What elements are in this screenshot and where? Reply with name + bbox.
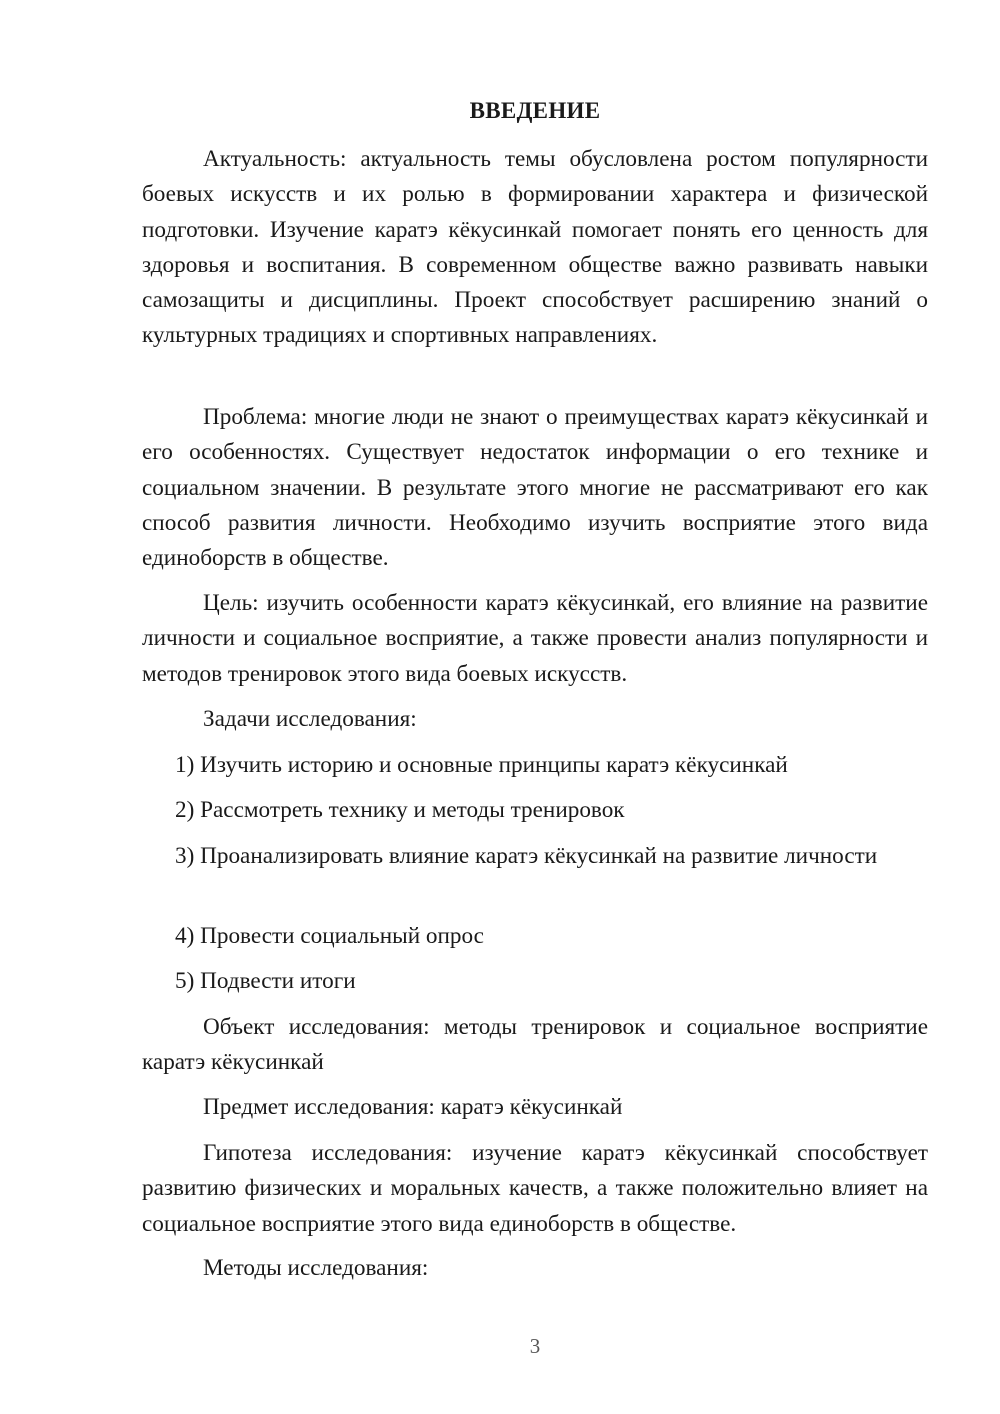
paragraph-hypothesis: Гипотеза исследования: изучение каратэ кёкусинкай способствует развитию физических и моральных качеств, а также положительно влияет на социальное восприятие этого вида единоборств в обществе. bbox=[142, 1140, 928, 1237]
page-number: 3 bbox=[529, 1334, 541, 1358]
task-item-5: 5) Подвести итоги bbox=[175, 968, 356, 994]
task-item-3: 3) Проанализировать влияние каратэ кёкусинкай на развитие личности bbox=[175, 843, 878, 869]
paragraph-object: Объект исследования: методы тренировок и социальное восприятие каратэ кёкусинкай bbox=[142, 1014, 928, 1076]
methods-heading: Методы исследования: bbox=[203, 1255, 429, 1281]
task-item-1: 1) Изучить историю и основные принципы каратэ кёкусинкай bbox=[175, 752, 788, 778]
paragraph-subject: Предмет исследования: каратэ кёкусинкай bbox=[203, 1094, 623, 1120]
tasks-heading: Задачи исследования: bbox=[203, 706, 417, 732]
paragraph-problem: Проблема: многие люди не знают о преимуществах каратэ кёкусинкай и его особенностях. Существует недостаток информации о его технике и социальном значении. В результате этого многие не рассматривают его как способ развития личности. Необходимо изучить восприятие этого вида единоборств в обществе. bbox=[142, 404, 928, 572]
task-item-4: 4) Провести социальный опрос bbox=[175, 923, 484, 949]
task-item-2: 2) Рассмотреть технику и методы тренировок bbox=[175, 797, 625, 823]
page-title: ВВЕДЕНИЕ bbox=[469, 98, 601, 123]
paragraph-relevance: Актуальность: актуальность темы обусловлена ростом популярности боевых искусств и их ролью в формировании характера и физической подготовки. Изучение каратэ кёкусинкай помогает понять его ценность для здоровья и воспитания. В современном обществе важно развивать навыки самозащиты и дисциплины. Проект способствует расширению знаний о культурных традициях и спортивных направлениях. bbox=[142, 146, 928, 349]
paragraph-goal: Цель: изучить особенности каратэ кёкусинкай, его влияние на развитие личности и социальное восприятие, а также провести анализ популярности и методов тренировок этого вида боевых искусств. bbox=[142, 590, 928, 687]
